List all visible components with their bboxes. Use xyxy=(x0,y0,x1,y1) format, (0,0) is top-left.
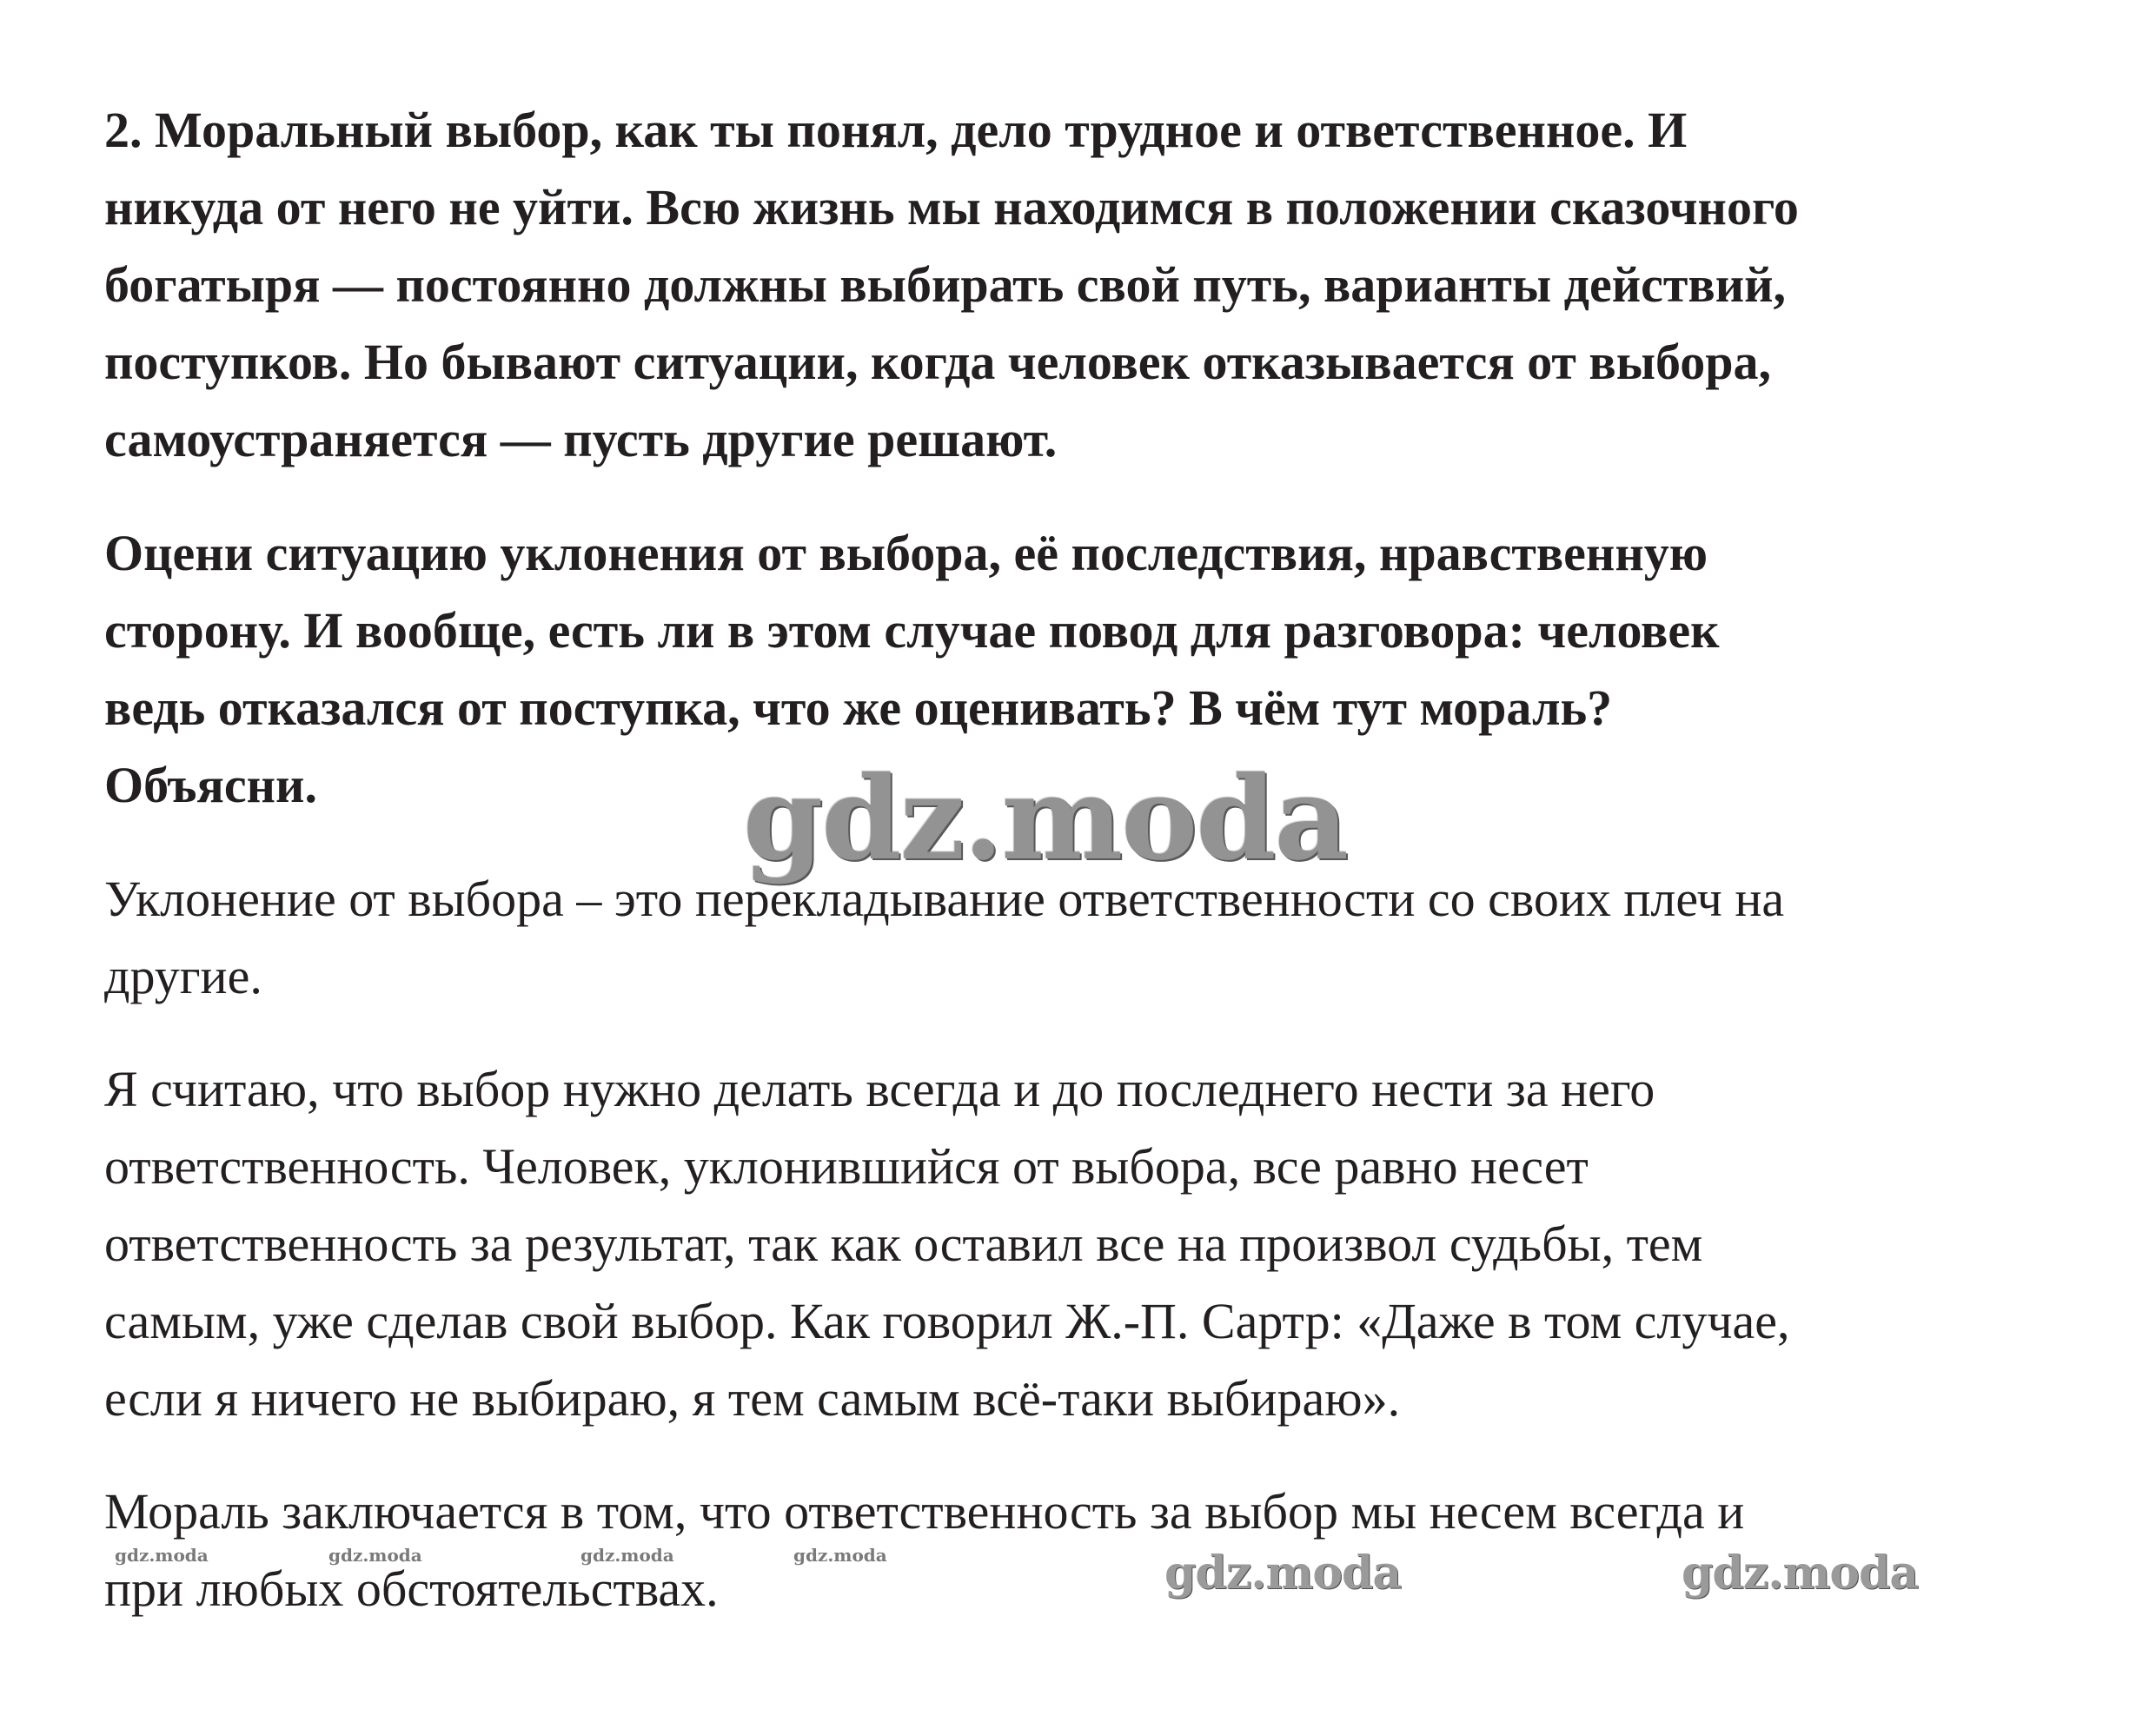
task-line: сторону. И вообще, есть ли в этом случае повод для разговора: человек xyxy=(104,602,1720,659)
answer-line: ответственность. Человек, уклонившийся от выбора, все равно несет xyxy=(104,1138,1589,1195)
question-line: 2. Моральный выбор, как ты понял, дело трудное и ответственное. И xyxy=(104,102,1688,158)
question-paragraph xyxy=(104,91,2129,478)
answer-line: Уклонение от выбора – это перекладывание ответственности со своих плеч на xyxy=(104,871,1785,927)
question-line: никуда от него не уйти. Всю жизнь мы находимся в положении сказочного xyxy=(104,179,1799,235)
question-line: поступков. Но бывают ситуации, когда человек отказывается от выбора, xyxy=(104,334,1772,390)
watermark-tiny: gdz.moda xyxy=(115,1545,209,1566)
answer-line: самым, уже сделав свой выбор. Как говорил Ж.-П. Сартр: «Даже в том случае, xyxy=(104,1293,1790,1349)
answer-line: при любых обстоятельствах. xyxy=(104,1560,719,1617)
answer-line: если я ничего не выбираю, я тем самым всё-таки выбираю». xyxy=(104,1370,1401,1427)
question-line: самоустраняется — пусть другие решают. xyxy=(104,411,1058,467)
task-line: Оцени ситуацию уклонения от выбора, её последствия, нравственную xyxy=(104,525,1708,581)
watermark-tiny: gdz.moda xyxy=(328,1545,422,1566)
watermark-tiny: gdz.moda xyxy=(793,1545,887,1566)
answer-line: ответственность за результат, так как оставил все на произвол судьбы, тем xyxy=(104,1216,1703,1272)
task-line: ведь отказался от поступка, что же оценивать? В чём тут мораль? xyxy=(104,679,1613,736)
question-line: богатыря — постоянно должны выбирать свой путь, варианты действий, xyxy=(104,256,1787,313)
watermark-bottom: gdz.moda xyxy=(1682,1547,1919,1600)
task-line: Объясни. xyxy=(104,757,317,813)
watermark-bottom: gdz.moda xyxy=(1164,1547,1402,1600)
answer-line: Мораль заключается в том, что ответственность за выбор мы несем всегда и xyxy=(104,1483,1745,1540)
watermark-tiny: gdz.moda xyxy=(580,1545,674,1566)
answer-line: другие. xyxy=(104,948,262,1004)
watermark-main: gdz.moda xyxy=(743,752,1348,886)
answer-paragraph-2 xyxy=(104,1050,2129,1437)
answer-line: Я считаю, что выбор нужно делать всегда и до последнего нести за него xyxy=(104,1061,1655,1117)
